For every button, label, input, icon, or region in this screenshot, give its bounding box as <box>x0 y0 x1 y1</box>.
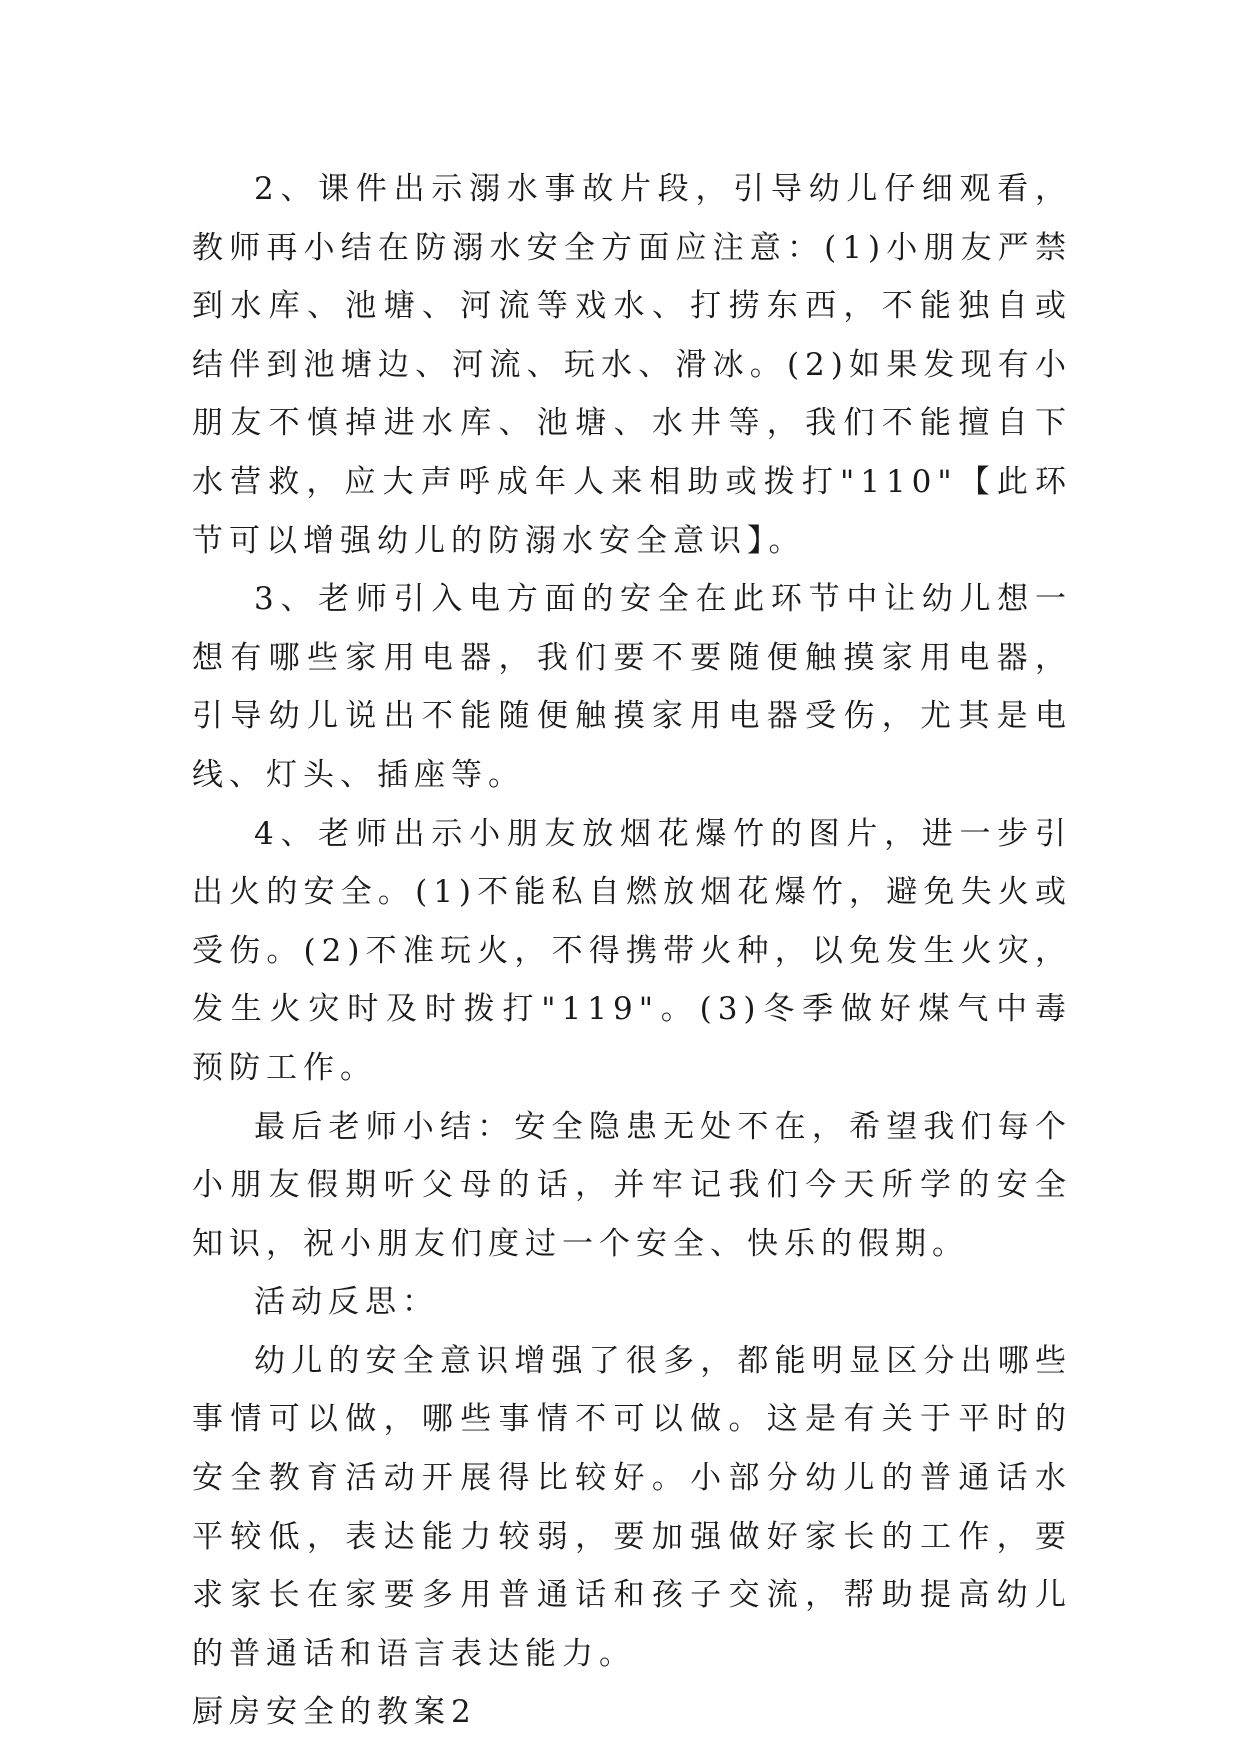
paragraph-drowning-safety: 2、课件出示溺水事故片段，引导幼儿仔细观看，教师再小结在防溺水安全方面应注意：(1)小朋友严禁到水库、池塘、河流等戏水、打捞东西，不能独自或结伴到池塘边、河流、玩水、滑冰。(2)如果发现有小朋友不慎掉进水库、池塘、水井等，我们不能擅自下水营救，应大声呼成年人来相助或拨打"110"【此环节可以增强幼儿的防溺水安全意识】。 <box>192 171 1072 559</box>
paragraph-fire-safety: 4、老师出示小朋友放烟花爆竹的图片，进一步引出火的安全。(1)不能私自燃放烟花爆竹，避免失火或受伤。(2)不准玩火，不得携带火种，以免发生火灾，发生火灾时及时拨打"119"。(3)冬季做好煤气中毒预防工作。 <box>192 815 1072 1086</box>
paragraph-reflection-label: 活动反思： <box>254 1284 439 1321</box>
paragraph-teacher-summary: 最后老师小结：安全隐患无处不在，希望我们每个小朋友假期听父母的话，并牢记我们今天所学的安全知识，祝小朋友们度过一个安全、快乐的假期。 <box>192 1108 1072 1262</box>
section-heading: 厨房安全的教案2 <box>192 1694 477 1731</box>
paragraph-reflection: 幼儿的安全意识增强了很多，都能明显区分出哪些事情可以做，哪些事情不可以做。这是有关于平时的安全教育活动开展得比较好。小部分幼儿的普通话水平较低，表达能力较弱，要加强做好家长的工作，要求家长在家要多用普通话和孩子交流，帮助提高幼儿的普通话和语言表达能力。 <box>192 1342 1072 1672</box>
document-body <box>192 160 1072 1742</box>
paragraph-electric-safety: 3、老师引入电方面的安全在此环节中让幼儿想一想有哪些家用电器，我们要不要随便触摸家用电器，引导幼儿说出不能随便触摸家用电器受伤，尤其是电线、灯头、插座等。 <box>192 581 1072 793</box>
